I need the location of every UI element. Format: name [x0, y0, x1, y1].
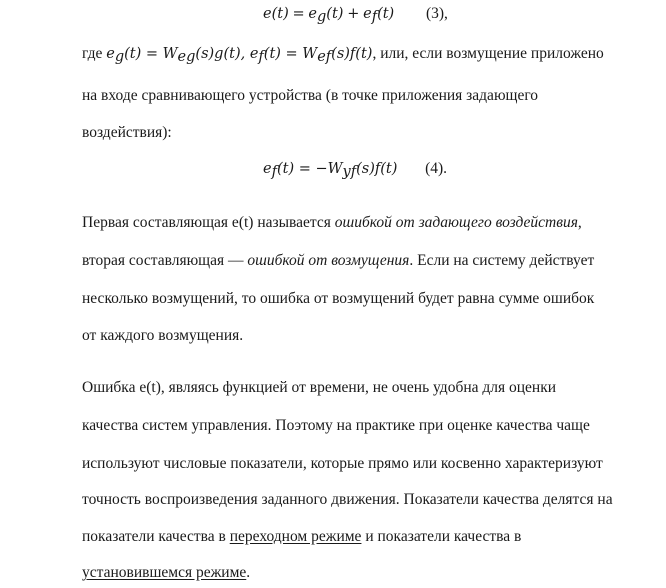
- para1-line2: [82, 251, 594, 271]
- eq3-plus: +: [347, 6, 360, 22]
- para2-line6: [82, 563, 250, 583]
- para2-l5-text: показатели качества в: [82, 528, 230, 545]
- para1-l2-end: . Если на систему действует: [409, 252, 595, 269]
- where-eg-W-sub: eg: [177, 49, 196, 65]
- eq4-arg: (t) = −W: [276, 161, 343, 177]
- action-line: воздействия):: [82, 124, 172, 141]
- eq3-term2-arg: (t): [377, 6, 395, 22]
- para1-l1-end: ,: [577, 214, 582, 231]
- equation-4: [263, 160, 447, 178]
- eq3-lhs: e(t): [263, 6, 289, 22]
- equation-3: [263, 5, 448, 23]
- para1-line1: [82, 213, 582, 233]
- where-eg: e: [106, 46, 115, 62]
- where-ef-sub: f: [258, 49, 264, 65]
- para2-line4: точность воспроизведения заданного движения. Показатели качества делятся на: [82, 491, 613, 508]
- where-prefix: где: [82, 45, 107, 62]
- where-suffix: , или, если возмущение приложено: [372, 45, 604, 62]
- where-ef-W-sub: ef: [317, 49, 332, 65]
- eq3-term2: e: [363, 6, 372, 22]
- eq3-equals: =: [292, 6, 305, 22]
- eq4-e-sub: f: [271, 164, 277, 180]
- eq3-term2-sub: f: [371, 9, 378, 25]
- para2-line5: [82, 527, 521, 547]
- para2-l5-end: и показатели качества в: [361, 528, 522, 545]
- para1-l2-text: вторая составляющая —: [82, 252, 248, 269]
- eq3-term1: e: [308, 6, 317, 22]
- where-ef: e: [249, 46, 259, 62]
- input-line: на входе сравнивающего устройства (в точке приложения задающего: [82, 87, 539, 104]
- eq4-e: e: [263, 161, 272, 177]
- eq4-tail: (s)f(t): [356, 161, 398, 177]
- eq3-number: (3),: [425, 5, 448, 22]
- para1-l1-emphasis: ошибкой от задающего воздействия: [334, 214, 578, 231]
- where-ef-def: (t) = W: [263, 46, 318, 62]
- where-ef-tail: (s)f(t): [331, 46, 373, 62]
- where-line: [82, 44, 604, 64]
- where-eg-tail: (s)g(t),: [195, 46, 250, 62]
- para2-line1: Ошибка e(t), являясь функцией от времени, не очень удобна для оценки: [82, 379, 557, 396]
- eq3-term1-arg: (t): [326, 6, 344, 22]
- para1-l1-text: Первая составляющая e(t) называется: [82, 214, 335, 231]
- para1-line3: несколько возмущений, то ошибка от возмущений будет равна сумме ошибок: [82, 290, 595, 307]
- eq3-term1-sub: g: [316, 9, 327, 25]
- para2-line3: используют числовые показатели, которые прямо или косвенно характеризуют: [82, 455, 603, 472]
- para2-l6-end: .: [246, 564, 251, 581]
- where-eg-sub: g: [114, 49, 125, 65]
- where-eg-def: (t) = W: [124, 46, 178, 62]
- steady-state-link: установившемся режиме: [82, 564, 247, 581]
- transient-mode-link: переходном режиме: [229, 528, 362, 545]
- para1-l2-emphasis: ошибкой от возмущения: [247, 252, 410, 269]
- eq4-number: (4).: [425, 160, 448, 177]
- eq4-W-sub: yf: [342, 164, 357, 180]
- para1-line4: от каждого возмущения.: [82, 327, 244, 344]
- para2-line2: качества систем управления. Поэтому на практике при оценке качества чаще: [82, 417, 590, 434]
